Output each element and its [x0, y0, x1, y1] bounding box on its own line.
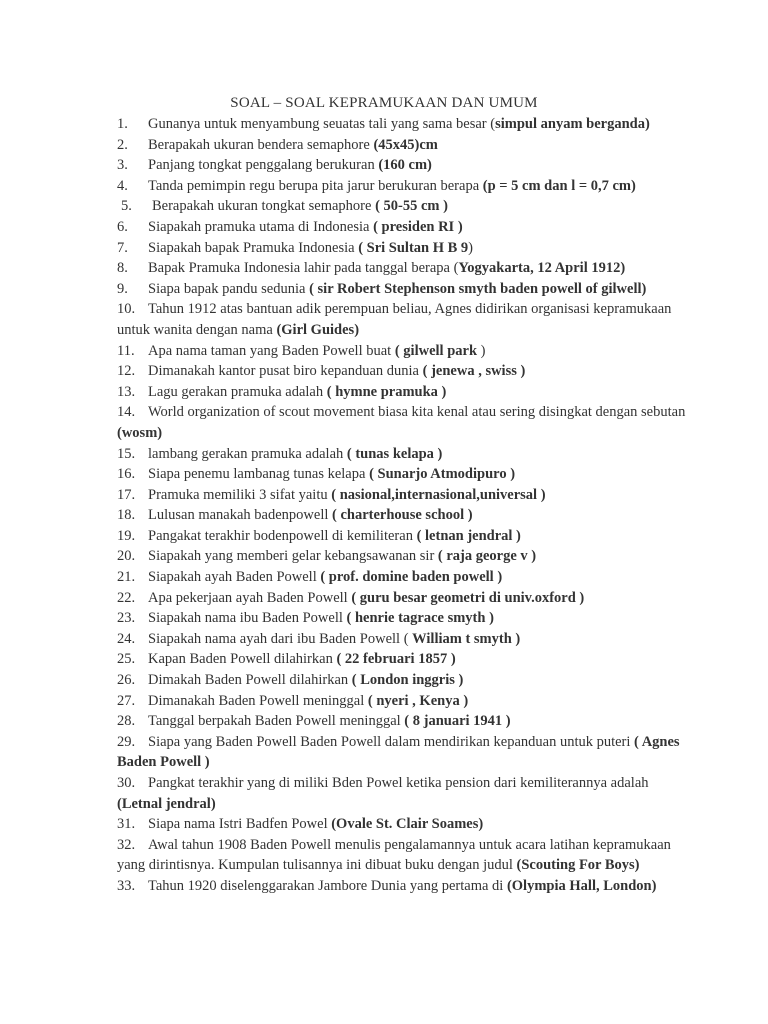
question-item [117, 773, 687, 814]
answer-text: ( London inggris ) [351, 672, 464, 689]
question-text: Tanggal berpakah Baden Powell meninggal [148, 713, 405, 730]
question-number: 17. [117, 486, 136, 503]
question-text: Kapan Baden Powell dilahirkan [148, 651, 337, 668]
question-text: Pramuka memiliki 3 sifat yaitu [148, 486, 332, 503]
question-item [117, 546, 687, 567]
question-number: 12. [117, 363, 136, 380]
question-number: 30. [117, 775, 136, 791]
question-number: 21. [117, 569, 136, 586]
answer-text: ( Agnes Baden Powell ) [117, 733, 680, 771]
answer-text: ( guru besar geometri di univ.oxford ) [351, 589, 585, 606]
question-text: Awal tahun 1908 Baden Powell menulis pengalamannya untuk acara latihan kepramukaan yang dirintisnya. Kumpulan tulisannya ini dibuat buku dengan judul [117, 836, 671, 874]
question-number: 11. [117, 342, 135, 359]
question-list [117, 114, 687, 897]
question-item [117, 876, 687, 897]
answer-text: (Letnal jendral) [117, 795, 216, 812]
question-number: 29. [117, 733, 136, 750]
answer-suffix: ) [480, 342, 486, 359]
question-text: Tahun 1912 atas bantuan adik perempuan beliau, Agnes didirikan organisasi kepramukaan untuk wanita dengan nama [117, 301, 672, 338]
question-number: 14. [117, 404, 136, 421]
question-text: Panjang tongkat penggalang berukuran [148, 157, 379, 174]
question-number: 4. [117, 177, 128, 194]
answer-text: ( nasional,internasional,universal ) [331, 486, 546, 503]
answer-text: ( 22 februari 1857 ) [336, 651, 456, 668]
answer-text: (Olympia Hall, London) [506, 877, 657, 894]
question-text: Siapa nama Istri Badfen Powel [148, 816, 332, 833]
answer-text: ( henrie tagrace smyth ) [346, 610, 494, 627]
question-number: 13. [117, 383, 136, 400]
question-item [117, 341, 687, 362]
question-item [117, 629, 687, 650]
question-number: 8. [117, 260, 128, 277]
question-text: Lulusan manakah badenpowell [148, 507, 333, 524]
question-item [117, 526, 687, 547]
answer-text: Yogyakarta, 12 April 1912) [458, 260, 626, 277]
question-text: World organization of scout movement biasa kita kenal atau sering disingkat dengan sebutan [148, 404, 686, 421]
question-item [117, 588, 687, 609]
question-item [117, 238, 687, 259]
question-item [117, 732, 687, 773]
answer-suffix: ) [468, 239, 474, 256]
question-text: Apa pekerjaan ayah Baden Powell [148, 589, 352, 606]
question-number: 1. [117, 116, 128, 132]
answer-text: ( hymne pramuka ) [326, 383, 447, 400]
page-title: SOAL – SOAL KEPRAMUKAAN DAN UMUM [230, 95, 538, 111]
question-text: Siapa bapak pandu sedunia [148, 280, 310, 297]
question-number: 18. [117, 507, 136, 524]
question-item [117, 402, 687, 443]
question-text: Siapakah nama ibu Baden Powell [148, 610, 347, 627]
question-item [117, 155, 687, 176]
question-text: Gunanya untuk menyambung seuatas tali yang sama besar ( [148, 116, 496, 132]
question-item [117, 814, 687, 835]
question-text: Tanda pemimpin regu berupa pita jarur berukuran berapa [148, 177, 483, 194]
question-number: 9. [117, 280, 128, 297]
answer-text: (wosm) [117, 424, 163, 441]
question-text: Lagu gerakan pramuka adalah [148, 383, 327, 400]
answer-text: ( Sunarjo Atmodipuro ) [369, 466, 516, 483]
question-number: 27. [117, 692, 136, 709]
question-number: 15. [117, 445, 136, 462]
question-text: Berapakah ukuran bendera semaphore [148, 136, 374, 153]
answer-text: (p = 5 cm dan l = 0,7 cm) [482, 177, 636, 194]
question-item [117, 505, 687, 526]
answer-text: ( raja george v ) [437, 548, 537, 565]
question-item [117, 382, 687, 403]
question-text: Dimanakah Baden Powell meninggal [148, 692, 368, 709]
answer-text: ( tunas kelapa ) [346, 445, 443, 462]
answer-text: ( Sri Sultan H B 9 [358, 239, 469, 256]
question-text: Siapa penemu lambanag tunas kelapa [148, 466, 370, 483]
question-text: Pangakat terakhir bodenpowell di kemiliteran [148, 527, 417, 544]
question-number: 22. [117, 589, 136, 606]
answer-text: ( presiden RI ) [373, 218, 463, 235]
answer-text: (Ovale St. Clair Soames) [331, 816, 484, 833]
question-item [117, 485, 687, 506]
question-number: 19. [117, 527, 136, 544]
question-number: 23. [117, 610, 136, 627]
answer-text: ( letnan jendral ) [416, 527, 521, 544]
question-number: 32. [117, 836, 136, 853]
question-item [117, 135, 687, 156]
answer-text: William t smyth ) [412, 630, 521, 647]
question-item [117, 691, 687, 712]
question-number: 16. [117, 466, 136, 483]
question-item [117, 279, 687, 300]
question-item [117, 361, 687, 382]
answer-text: simpul anyam berganda) [495, 116, 650, 132]
question-number: 6. [117, 218, 128, 235]
question-number: 3. [117, 157, 128, 174]
question-text: Berapakah ukuran tongkat semaphore [152, 198, 376, 215]
question-item [117, 299, 687, 340]
question-item [117, 711, 687, 732]
answer-text: ( prof. domine baden powell ) [320, 569, 503, 586]
answer-text: (Girl Guides) [276, 321, 360, 338]
question-item [117, 464, 687, 485]
question-number: 28. [117, 713, 136, 730]
question-item [117, 114, 687, 135]
question-number: 7. [117, 239, 128, 256]
question-text: Pangkat terakhir yang di miliki Bden Powel ketika pension dari kemiliterannya adalah [148, 775, 649, 791]
question-text: Bapak Pramuka Indonesia lahir pada tanggal berapa ( [148, 260, 459, 277]
answer-text: ( charterhouse school ) [332, 507, 473, 524]
question-item [117, 258, 687, 279]
question-number: 25. [117, 651, 136, 668]
answer-text: (45x45)cm [373, 136, 438, 153]
question-text: Dimanakah kantor pusat biro kepanduan dunia [148, 363, 423, 380]
question-text: Siapakah nama ayah dari ibu Baden Powell ( [148, 630, 413, 647]
question-text: Dimakah Baden Powell dilahirkan [148, 672, 352, 689]
question-number: 20. [117, 548, 136, 565]
question-text: Siapakah ayah Baden Powell [148, 569, 321, 586]
answer-text: ( jenewa , swiss ) [422, 363, 526, 380]
question-text: lambang gerakan pramuka adalah [148, 445, 347, 462]
answer-text: ( sir Robert Stephenson smyth baden powell of gilwell) [309, 280, 647, 297]
question-item [117, 176, 687, 197]
question-text: Apa nama taman yang Baden Powell buat [148, 342, 395, 359]
question-number: 10. [117, 301, 136, 318]
answer-text: ( gilwell park [394, 342, 481, 359]
question-text: Siapa yang Baden Powell Baden Powell dalam mendirikan kepanduan untuk puteri [148, 733, 635, 750]
question-item [117, 196, 687, 217]
question-number: 31. [117, 816, 136, 833]
question-item [117, 567, 687, 588]
question-item [117, 670, 687, 691]
question-number: 33. [117, 877, 136, 894]
answer-text: ( nyeri , Kenya ) [367, 692, 469, 709]
question-number: 26. [117, 672, 136, 689]
question-text: Siapakah yang memberi gelar kebangsawanan sir [148, 548, 438, 565]
question-text: Tahun 1920 diselenggarakan Jambore Dunia yang pertama di [148, 877, 507, 894]
question-number: 5. [121, 198, 132, 215]
question-item [117, 444, 687, 465]
question-item [117, 835, 687, 876]
answer-text: ( 50-55 cm ) [375, 198, 448, 215]
answer-text: ( 8 januari 1941 ) [404, 713, 511, 730]
question-item [117, 608, 687, 629]
question-text: Siapakah pramuka utama di Indonesia [148, 218, 374, 235]
question-number: 24. [117, 630, 136, 647]
answer-text: (Scouting For Boys) [516, 857, 640, 874]
question-text: Siapakah bapak Pramuka Indonesia [148, 239, 359, 256]
question-item [117, 217, 687, 238]
question-number: 2. [117, 136, 128, 153]
answer-text: (160 cm) [378, 157, 432, 174]
question-item [117, 649, 687, 670]
